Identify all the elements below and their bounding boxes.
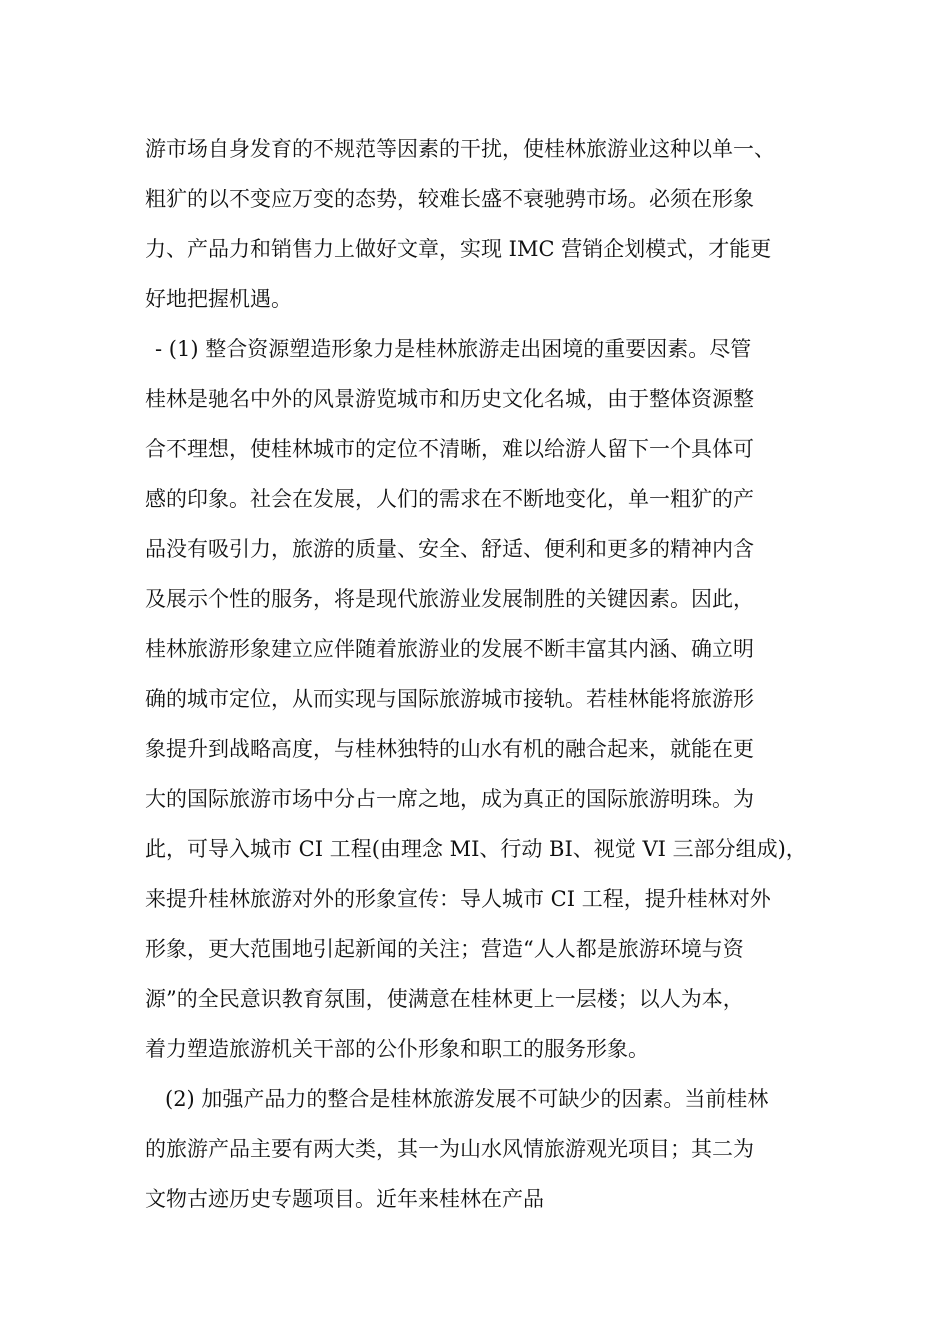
text-line: 着力塑造旅游机关干部的公仆形象和职工的服务形象。 bbox=[145, 1037, 649, 1061]
text-line: 形象，更大范围地引起新闻的关注；营造“人人都是旅游环境与资 bbox=[145, 937, 744, 961]
text-line: 的旅游产品主要有两大类，其一为山水风情旅游观光项目；其二为 bbox=[145, 1137, 754, 1161]
text-line: 合不理想，使桂林城市的定位不清晰，难以给游人留下一个具体可 bbox=[145, 437, 754, 461]
paragraph-start-line: (2) 加强产品力的整合是桂林旅游发展不可缺少的因素。当前桂林 bbox=[165, 1087, 769, 1111]
text-line: 桂林旅游形象建立应伴随着旅游业的发展不断丰富其内涵、确立明 bbox=[145, 637, 754, 661]
text-line: 大的国际旅游市场中分占一席之地，成为真正的国际旅游明珠。为 bbox=[145, 787, 754, 811]
text-line: 文物古迹历史专题项目。近年来桂林在产品 bbox=[145, 1187, 544, 1211]
text-line: 感的印象。社会在发展，人们的需求在不断地变化，单一粗犷的产 bbox=[145, 487, 754, 511]
text-line: 力、产品力和销售力上做好文章，实现 IMC 营销企划模式，才能更 bbox=[145, 237, 772, 261]
text-line: 来提升桂林旅游对外的形象宣传：导人城市 CI 工程，提升桂林对外 bbox=[145, 887, 771, 911]
text-line: 桂林是驰名中外的风景游览城市和历史文化名城，由于整体资源整 bbox=[145, 387, 754, 411]
text-line: 粗犷的以不变应万变的态势，较难长盛不衰驰骋市场。必须在形象 bbox=[145, 187, 754, 211]
text-line: 源”的全民意识教育氛围，使满意在桂林更上一层楼；以人为本， bbox=[145, 987, 744, 1011]
text-line: 此，可导入城市 CI 工程(由理念 MI、行动 BI、视觉 VI 三部分组成)， bbox=[145, 837, 807, 861]
text-line: 及展示个性的服务，将是现代旅游业发展制胜的关键因素。因此， bbox=[145, 587, 754, 611]
text-line: 游市场自身发育的不规范等因素的干扰，使桂林旅游业这种以单一、 bbox=[145, 137, 775, 161]
text-line: 好地把握机遇。 bbox=[145, 287, 292, 311]
text-line: 象提升到战略高度，与桂林独特的山水有机的融合起来，就能在更 bbox=[145, 737, 754, 761]
text-line: 确的城市定位，从而实现与国际旅游城市接轨。若桂林能将旅游形 bbox=[145, 687, 754, 711]
text-line: 品没有吸引力，旅游的质量、安全、舒适、便利和更多的精神内含 bbox=[145, 537, 754, 561]
body-text bbox=[145, 124, 825, 1224]
list-item-start-line: - (1) 整合资源塑造形象力是桂林旅游走出困境的重要因素。尽管 bbox=[155, 337, 752, 361]
